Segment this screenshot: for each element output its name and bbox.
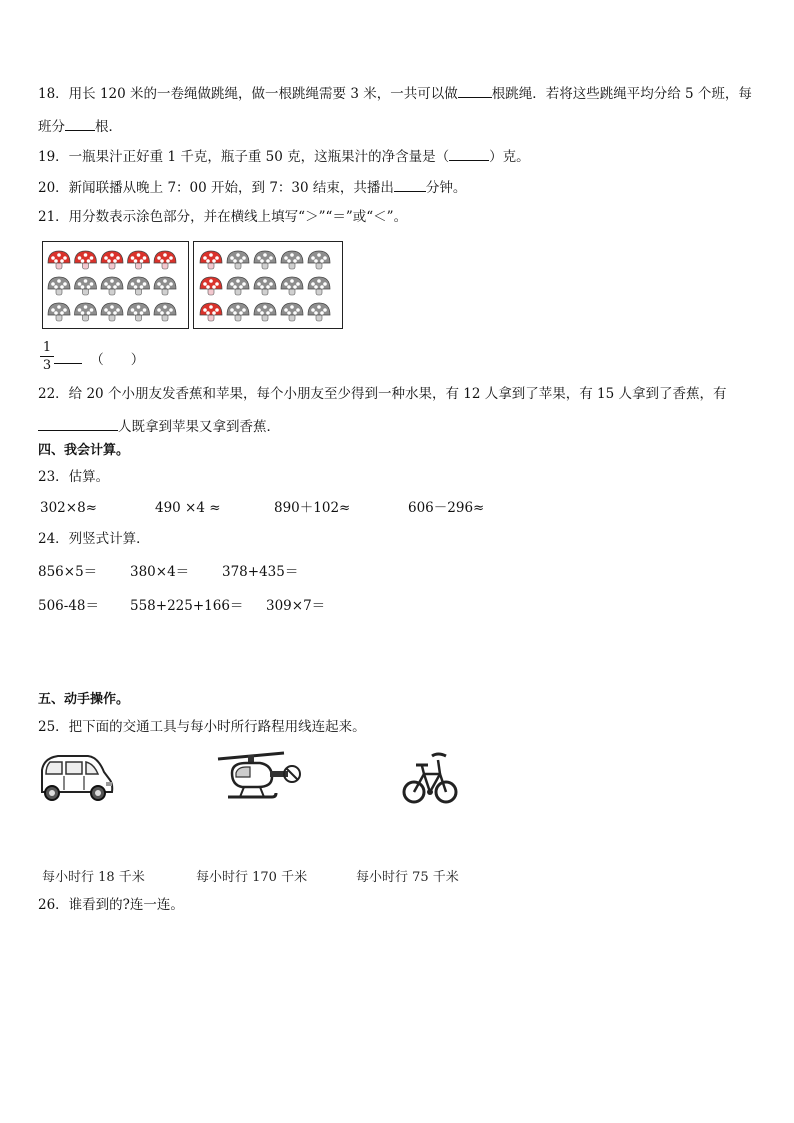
compare-line: [54, 349, 144, 369]
estimate-item: 606－296≈: [408, 500, 485, 516]
question-22-line1: 22．给 20 个小朋友发香蕉和苹果，每个小朋友至少得到一种水果，有 12 人拿到了苹果，有 15 人拿到了香蕉，有: [38, 386, 727, 402]
calc-item: 378+435＝: [222, 564, 299, 580]
calc-item: 506-48＝: [38, 598, 100, 614]
question-18-line2: 班分 根．: [38, 116, 122, 136]
fraction-one-third: [40, 340, 54, 373]
question-18-line1: 18．用长 120 米的一卷绳做跳绳，做一根跳绳需要 3 米，一共可以做 根跳绳．若将这些跳绳平均分给 5 个班，每: [38, 83, 752, 103]
mushroom-gray-icon: [128, 303, 150, 321]
mushroom-gray-icon: [48, 303, 70, 321]
mushroom-gray-icon: [281, 277, 303, 295]
mushroom-box-left: [42, 241, 189, 329]
mushroom-gray-icon: [75, 277, 97, 295]
mushroom-box-right: [193, 241, 343, 329]
mushroom-gray-icon: [308, 303, 330, 321]
estimate-item: 890＋102≈: [274, 500, 351, 516]
question-23: 23．估算。: [38, 469, 110, 485]
calc-item: 856×5＝: [38, 564, 98, 580]
question-25: 25．把下面的交通工具与每小时所行路程用线连起来。: [38, 719, 366, 735]
answer-blank[interactable]: [65, 116, 95, 131]
mushroom-red-icon: [128, 251, 150, 269]
fraction-denominator: 3: [42, 358, 52, 373]
mushroom-gray-icon: [154, 277, 176, 295]
fraction-numerator: 1: [42, 340, 52, 355]
mushroom-gray-icon: [101, 277, 123, 295]
compare-blank[interactable]: [54, 349, 82, 364]
mushroom-gray-icon: [308, 277, 330, 295]
section-4-title: 四、我会计算。: [38, 443, 130, 458]
answer-blank[interactable]: [394, 177, 426, 192]
mushroom-gray-icon: [128, 277, 150, 295]
mushroom-gray-icon: [254, 277, 276, 295]
mushroom-red-icon: [101, 251, 123, 269]
mushroom-red-icon: [200, 277, 222, 295]
mushroom-gray-icon: [227, 277, 249, 295]
mushroom-gray-icon: [254, 303, 276, 321]
mushroom-gray-icon: [254, 251, 276, 269]
mushroom-grid-left: [43, 242, 188, 328]
fraction-paren[interactable]: （ ）: [90, 352, 145, 368]
mushroom-gray-icon: [227, 303, 249, 321]
mushroom-red-icon: [48, 251, 70, 269]
mushroom-gray-icon: [154, 303, 176, 321]
question-22-line2: 人既拿到苹果又拿到香蕉．: [38, 416, 280, 436]
mushroom-gray-icon: [281, 251, 303, 269]
calc-item: 558+225+166＝: [130, 598, 244, 614]
car-icon[interactable]: [36, 752, 116, 804]
mushroom-gray-icon: [227, 251, 249, 269]
question-24: 24．列竖式计算．: [38, 531, 150, 547]
mushroom-red-icon: [200, 251, 222, 269]
speed-label[interactable]: 每小时行 18 千米: [42, 870, 145, 885]
speed-label[interactable]: 每小时行 75 千米: [356, 870, 459, 885]
question-21: 21．用分数表示涂色部分，并在横线上填写“＞”“＝”或“＜”。: [38, 209, 408, 225]
mushroom-gray-icon: [48, 277, 70, 295]
helicopter-icon[interactable]: [214, 747, 304, 809]
mushroom-gray-icon: [101, 303, 123, 321]
mushroom-gray-icon: [75, 303, 97, 321]
mushroom-grid-right: [194, 242, 342, 328]
mushroom-red-icon: [75, 251, 97, 269]
section-5-title: 五、动手操作。: [38, 692, 130, 707]
question-19: 19．一瓶果汁正好重 1 千克，瓶子重 50 克，这瓶果汁的净含量是（ ）克。: [38, 146, 530, 166]
speed-label[interactable]: 每小时行 170 千米: [196, 870, 308, 885]
mushroom-gray-icon: [308, 251, 330, 269]
mushroom-red-icon: [154, 251, 176, 269]
answer-blank[interactable]: [458, 83, 492, 98]
answer-blank[interactable]: [38, 416, 118, 431]
answer-blank[interactable]: [449, 146, 489, 161]
calc-item: 309×7＝: [266, 598, 326, 614]
question-20: 20．新闻联播从晚上 7：00 开始，到 7：30 结束，共播出 分钟。: [38, 177, 466, 197]
mushroom-gray-icon: [281, 303, 303, 321]
mushroom-red-icon: [200, 303, 222, 321]
estimate-item: 302×8≈: [40, 500, 97, 516]
calc-item: 380×4＝: [130, 564, 190, 580]
estimate-item: 490 ×4 ≈: [155, 500, 221, 516]
bicycle-icon[interactable]: [402, 746, 458, 808]
question-26: 26．谁看到的?连一连。: [38, 897, 184, 913]
